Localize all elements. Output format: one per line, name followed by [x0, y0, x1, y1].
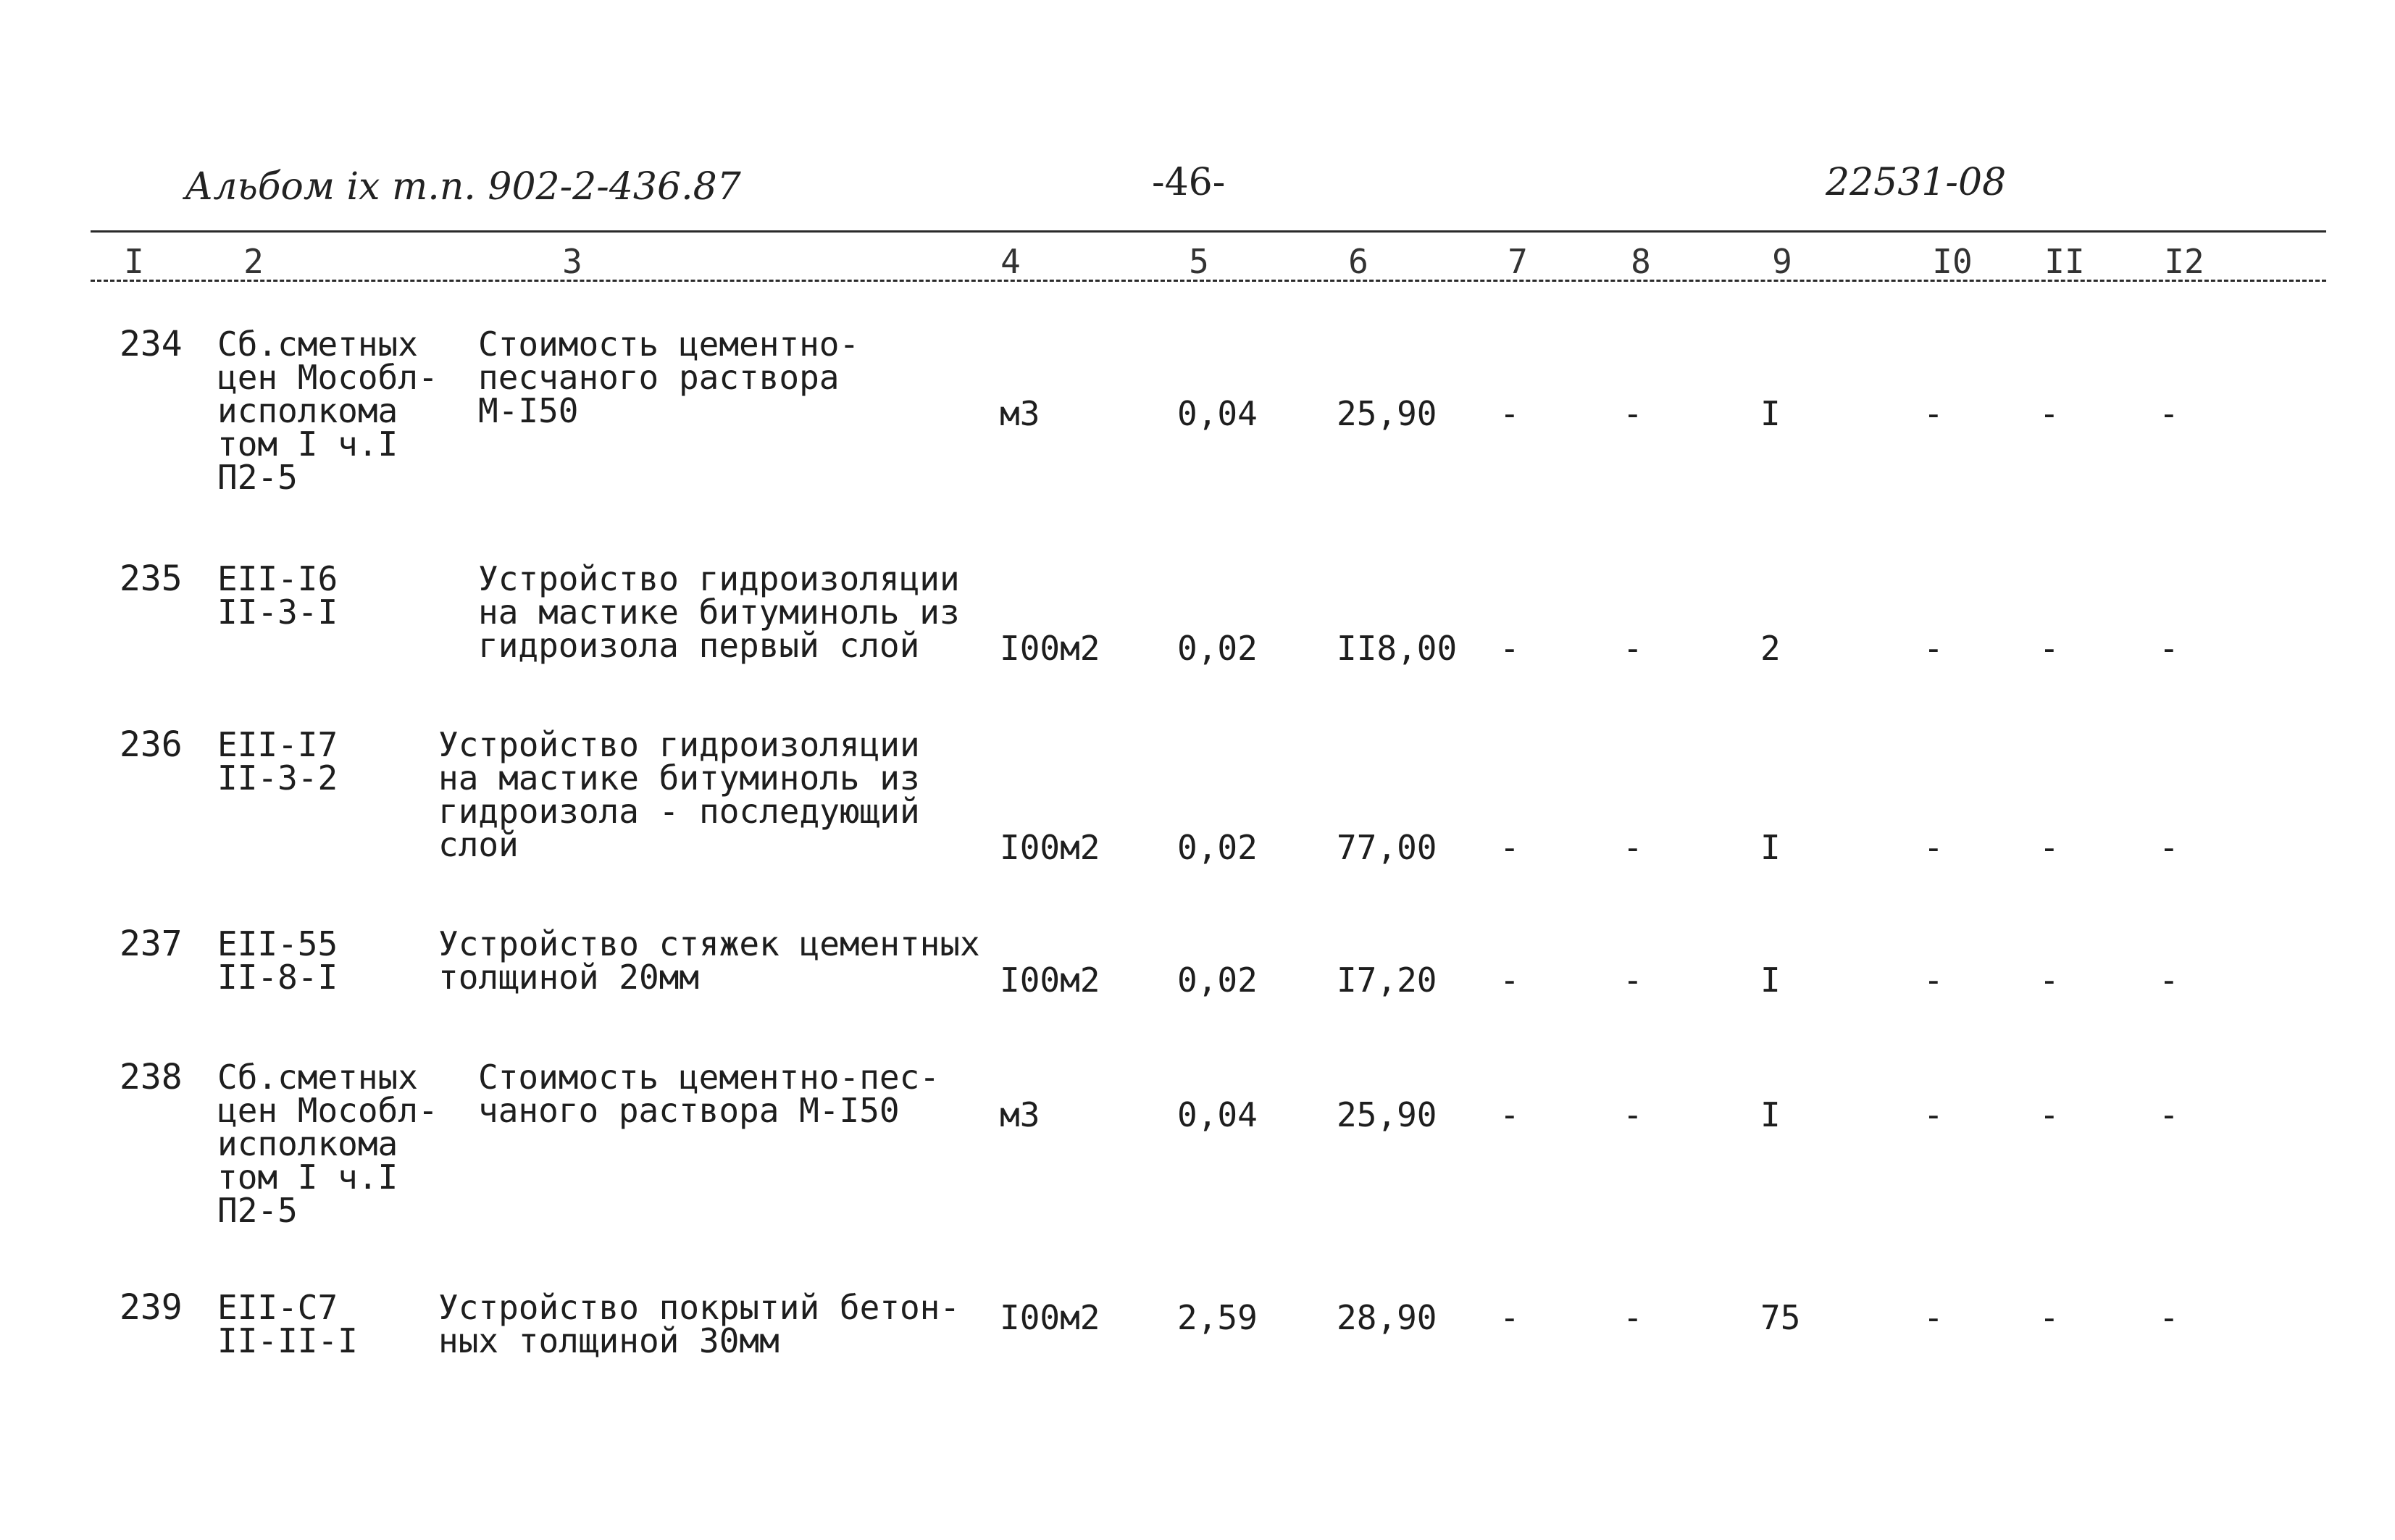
row-number: 239 [120, 1287, 183, 1328]
unit-of-measure: I00м2 [1000, 629, 1100, 668]
col-7: - [1500, 394, 1520, 433]
unit-price: 25,90 [1337, 394, 1437, 433]
quantity: 0,04 [1177, 394, 1258, 433]
unit-price: 25,90 [1337, 1095, 1437, 1134]
work-description: Стоимость цементно-пес- чаного раствора М-I50 [478, 1058, 940, 1130]
col-7: - [1500, 961, 1520, 1000]
col-9: I [1760, 828, 1781, 867]
col-12: - [2159, 394, 2179, 433]
column-number-11: II [2044, 242, 2085, 281]
col-12: - [2159, 961, 2179, 1000]
col-7: - [1500, 1095, 1520, 1134]
unit-of-measure: I00м2 [1000, 828, 1100, 867]
col-11: - [2039, 828, 2060, 867]
column-number-5: 5 [1189, 242, 1209, 281]
col-11: - [2039, 1298, 2060, 1337]
col-9: 75 [1760, 1298, 1801, 1337]
album-reference: Альбом ix т.п. 902-2-436.87 [185, 165, 741, 209]
quantity: 0,02 [1177, 828, 1258, 867]
col-8: - [1623, 828, 1643, 867]
rate-source: Сб.сметных цен Мособл- исполкома том I ч.I П2-5 [217, 325, 438, 497]
column-number-10: I0 [1932, 242, 1973, 281]
column-number-12: I2 [2164, 242, 2204, 281]
row-number: 238 [120, 1057, 183, 1097]
col-9: I [1760, 1095, 1781, 1134]
column-number-7: 7 [1508, 242, 1528, 281]
col-9: I [1760, 394, 1781, 433]
row-number: 236 [120, 724, 183, 765]
unit-of-measure: I00м2 [1000, 1298, 1100, 1337]
row-number: 234 [120, 324, 183, 364]
col-8: - [1623, 394, 1643, 433]
unit-price: I7,20 [1337, 961, 1437, 1000]
column-number-1: I [124, 242, 144, 281]
col-12: - [2159, 629, 2179, 668]
col-10: - [1923, 629, 1944, 668]
col-10: - [1923, 1095, 1944, 1134]
unit-of-measure: м3 [1000, 1095, 1040, 1134]
unit-price: 77,00 [1337, 828, 1437, 867]
rate-source: ЕII-С7 II-II-I [217, 1288, 358, 1360]
col-8: - [1623, 629, 1643, 668]
col-8: - [1623, 1095, 1643, 1134]
quantity: 0,04 [1177, 1095, 1258, 1134]
rate-source: ЕII-I6 II-3-I [217, 559, 338, 632]
quantity: 0,02 [1177, 629, 1258, 668]
work-description: Устройство покрытий бетон- ных толщиной 30мм [438, 1288, 961, 1360]
unit-of-measure: м3 [1000, 394, 1040, 433]
col-10: - [1923, 1298, 1944, 1337]
col-11: - [2039, 629, 2060, 668]
quantity: 2,59 [1177, 1298, 1258, 1337]
column-number-8: 8 [1631, 242, 1651, 281]
col-10: - [1923, 961, 1944, 1000]
col-10: - [1923, 828, 1944, 867]
rate-source: Сб.сметных цен Мособл- исполкома том I ч.I П2-5 [217, 1058, 438, 1230]
rate-source: ЕII-I7 II-3-2 [217, 725, 338, 798]
col-12: - [2159, 1298, 2179, 1337]
work-description: Устройство стяжек цементных толщиной 20мм [438, 924, 980, 997]
col-11: - [2039, 961, 2060, 1000]
unit-price: 28,90 [1337, 1298, 1437, 1337]
col-8: - [1623, 1298, 1643, 1337]
col-8: - [1623, 961, 1643, 1000]
row-number: 235 [120, 558, 183, 599]
work-description: Устройство гидроизоляции на мастике битуминоль из гидроизола первый слой [478, 559, 960, 665]
col-7: - [1500, 629, 1520, 668]
column-number-9: 9 [1772, 242, 1792, 281]
row-number: 237 [120, 924, 183, 964]
column-number-6: 6 [1348, 242, 1368, 281]
col-9: 2 [1760, 629, 1781, 668]
quantity: 0,02 [1177, 961, 1258, 1000]
document-code: 22531-08 [1826, 161, 2007, 204]
column-number-3: 3 [562, 242, 582, 281]
work-description: Устройство гидроизоляции на мастике битуминоль из гидроизола - последующий слой [438, 725, 920, 864]
unit-price: II8,00 [1337, 629, 1458, 668]
col-9: I [1760, 961, 1781, 1000]
unit-of-measure: I00м2 [1000, 961, 1100, 1000]
work-description: Стоимость цементно- песчаного раствора М-I50 [478, 325, 860, 430]
rate-source: ЕII-55 II-8-I [217, 924, 338, 997]
page-number: -46- [1152, 161, 1226, 204]
col-11: - [2039, 1095, 2060, 1134]
col-12: - [2159, 1095, 2179, 1134]
column-number-2: 2 [243, 242, 264, 281]
col-12: - [2159, 828, 2179, 867]
col-10: - [1923, 394, 1944, 433]
column-number-4: 4 [1000, 242, 1021, 281]
col-7: - [1500, 828, 1520, 867]
header-rule [91, 230, 2326, 233]
col-7: - [1500, 1298, 1520, 1337]
col-11: - [2039, 394, 2060, 433]
